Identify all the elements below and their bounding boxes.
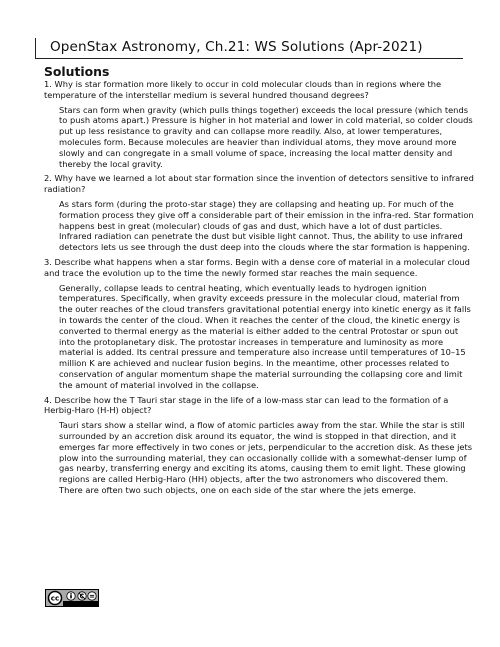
document-body xyxy=(44,64,474,500)
document-title: OpenStax Astronomy, Ch.21: WS Solutions (Apr-2021) xyxy=(50,39,423,55)
question-2: 2. Why have we learned a lot about star formation since the invention of detectors sensitive to infrared radiation? xyxy=(44,173,474,195)
question-4: 4. Describe how the T Tauri star stage in the life of a low-mass star can lead to the formation of a Herbig-Haro (H-H) object? xyxy=(44,394,449,416)
cc-badge-text: cc xyxy=(50,593,60,603)
answer-4: Tauri stars show a stellar wind, a flow of atomic particles away from the star. While the star is still surrounded by an accretion disk around its equator, the wind is stopped in that direction, and it emerges far more effectively in two cones or jets, perpendicular to the accretion disk. As these jets plow into the surrounding material, they can occasionally collide with a somewhat-denser lump of gas nearby, transferring energy and exciting its atoms, causing them to emit light. These glowing regions are called Herbig-Haro (HH) objects, after the two astronomers who discovered them. There are often two such objects, one on each side of the star where the jets emerge. xyxy=(59,420,473,495)
question-3: 3. Describe what happens when a star forms. Begin with a dense core of material in a molecular cloud and trace the evolution up to the time the newly formed star reaches the main sequence. xyxy=(44,256,470,278)
cc-by-license-icon xyxy=(45,589,99,607)
question-1: 1. Why is star formation more likely to occur in cold molecular clouds than in regions where the temperature of the interstellar medium is several hundred thousand degrees? xyxy=(44,79,442,100)
answer-2: As stars form (during the proto-star stage) they are collapsing and heating up. For much of the formation process they give off a considerable part of their emission in the infra-red. Star formation happens best in great (molecular) clouds of gas and dust, which have a lot of dust particles. Infrared radiation can penetrate the dust but visible light cannot. Thus, the ability to use infrared detectors lets us see through the dust deep into the clouds where the star formation is happening. xyxy=(59,198,474,253)
section-title: Solutions xyxy=(44,64,110,79)
answer-3: Generally, collapse leads to central heating, which eventually leads to hydrogen ignition temperatures. Specifically, when gravity exceeds pressure in the molecular cloud, material from the outer reaches of the cloud transfers gravitational potential energy into kinetic energy as it falls in towards the center of the cloud. When it reaches the center of the cloud, the kinetic energy is converted to thermal energy as the material is either added to the central Protostar or spun out into the protoplanetary disk. The protostar increases in temperature and luminosity as more material is added. Its central pressure and temperature also increase until temperatures of 10–15 million K are achieved and nuclear fusion begins. In the meantime, other processes related to conservation of angular momentum shape the material surrounding the collapsing core and limit the amount of material involved in the collapse. xyxy=(59,282,471,390)
document-header xyxy=(35,38,463,59)
answer-1: Stars can form when gravity (which pulls things together) exceeds the local pressure (which tends to push atoms apart.) Pressure is higher in hot material and lower in cold material, so colder clouds put up less resistance to gravity and can collapse more readily. Also, at lower temperatures, molecules form. Because molecules are heavier than individual atoms, they move around more slowly and can congregate in a small volume of space, increasing the local matter density and thereby the local gravity. xyxy=(59,104,473,169)
